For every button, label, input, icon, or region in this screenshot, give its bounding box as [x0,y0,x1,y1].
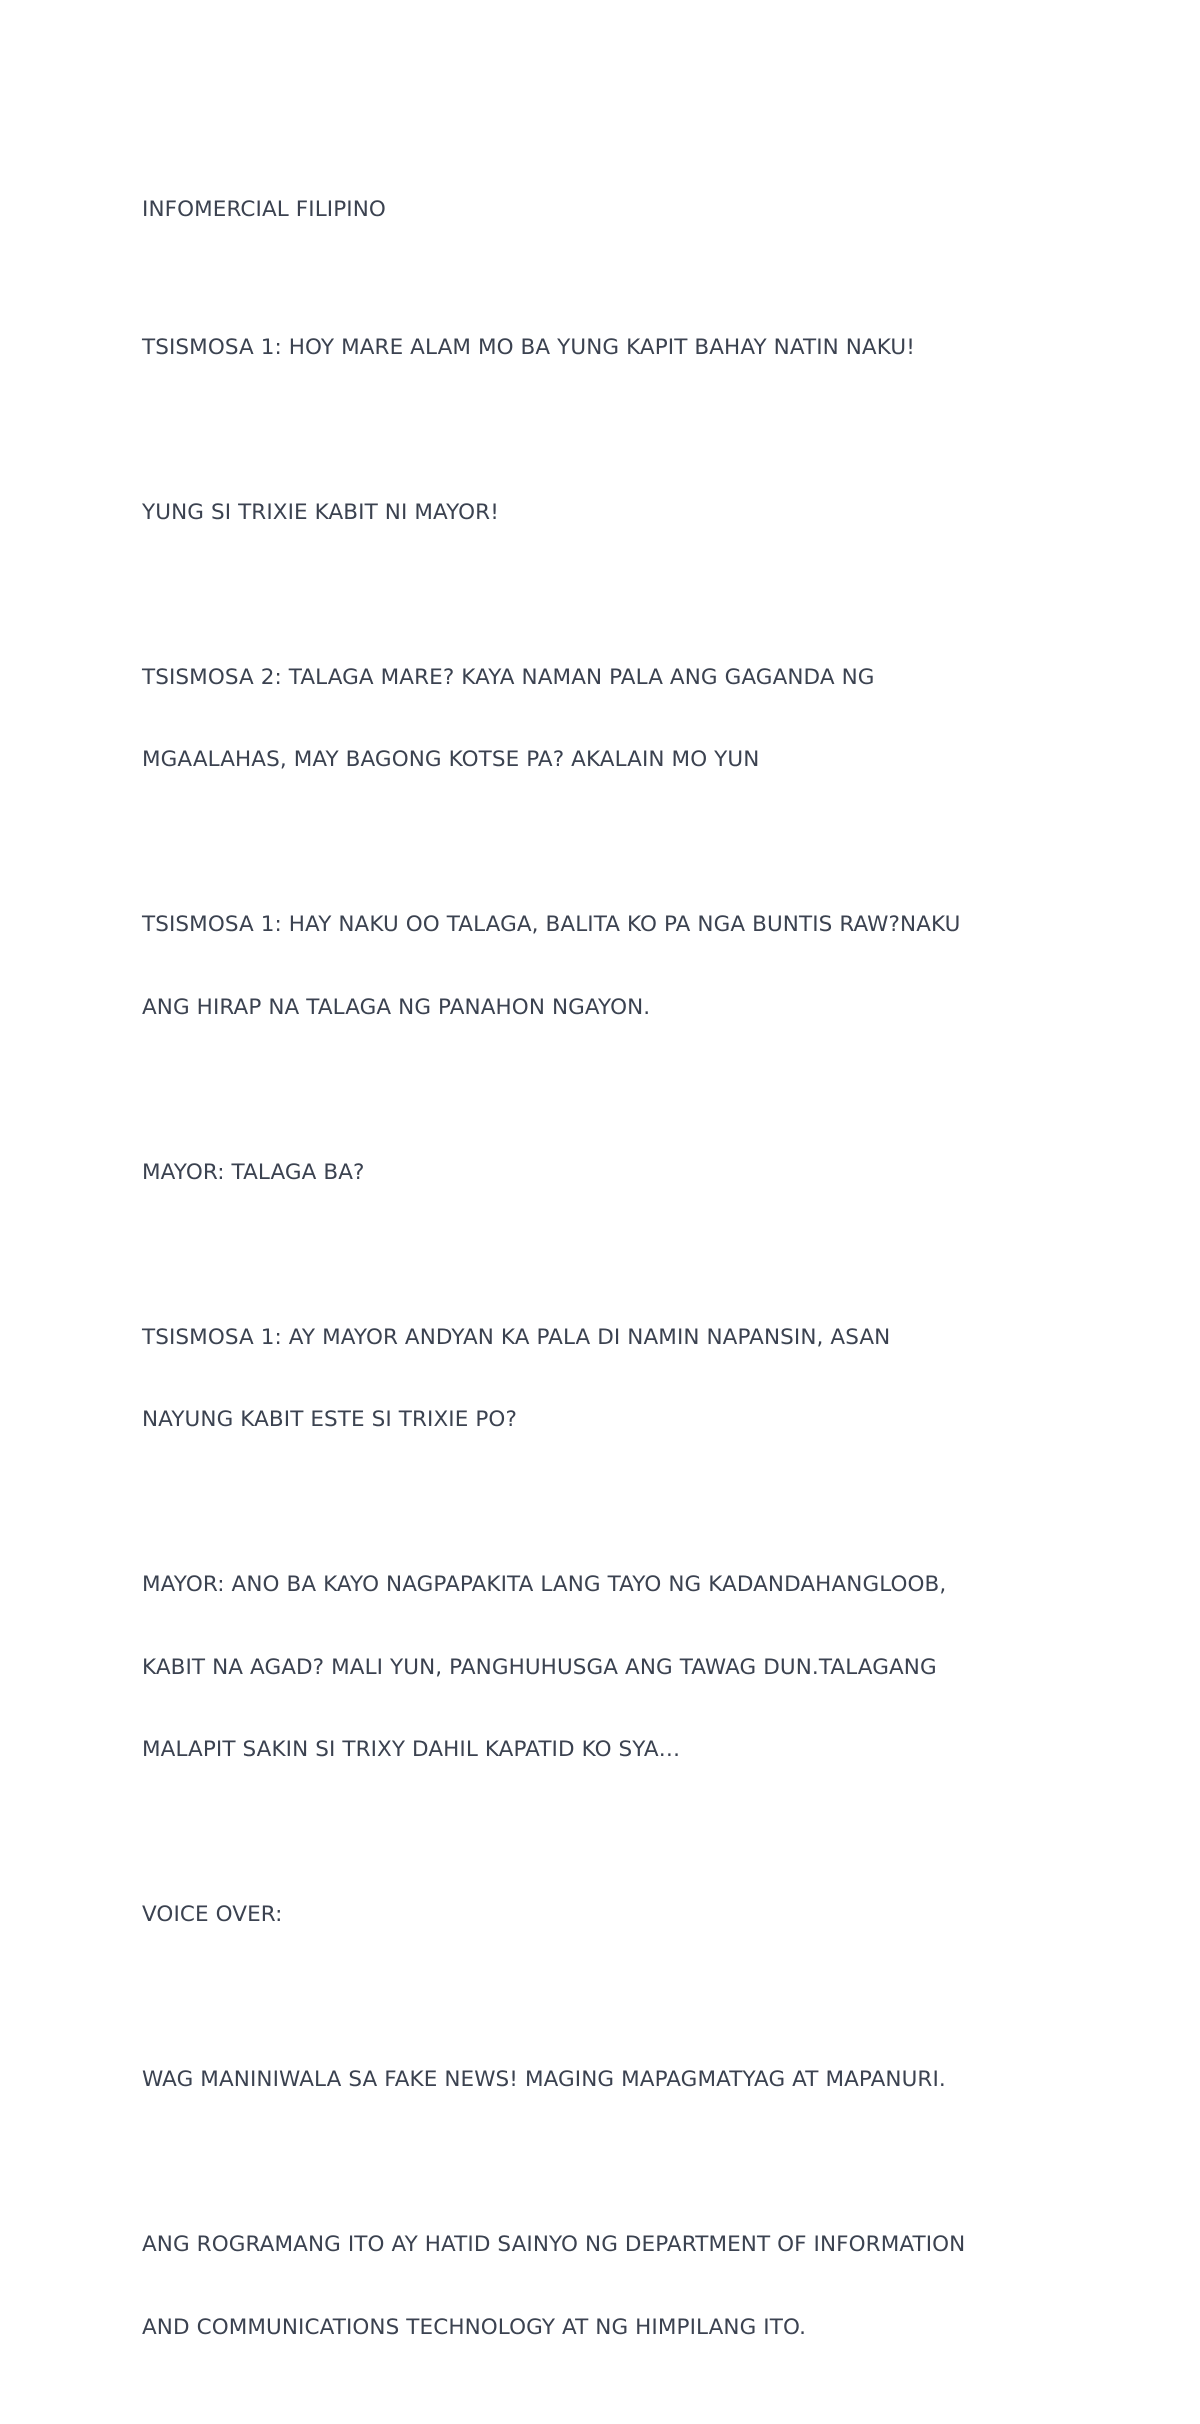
paragraph-line: VOICE OVER: [142,1902,283,1927]
paragraph-line: KABIT NA AGAD? MALI YUN, PANGHUHUSGA ANG TAWAG DUN.TALAGANG [142,1654,937,1680]
paragraph-line: ANG ROGRAMANG ITO AY HATID SAINYO NG DEPARTMENT OF INFORMATION [142,2232,966,2257]
document-body [142,141,1062,2424]
paragraph-9 [142,2011,1062,2149]
paragraph-line: YUNG SI TRIXIE KABIT NI MAYOR! [142,499,499,525]
paragraph-5 [142,1104,1062,1242]
paragraph-line: NAYUNG KABIT ESTE SI TRIXIE PO? [142,1407,517,1432]
title-line: INFOMERCIAL FILIPINO [142,197,386,222]
paragraph-line: MAYOR: ANO BA KAYO NAGPAPAKITA LANG TAYO NG KADANDAHANGLOOB, [142,1572,947,1597]
paragraph-3 [142,609,1062,829]
paragraph-line: TSISMOSA 1: AY MAYOR ANDYAN KA PALA DI NAMIN NAPANSIN, ASAN [142,1324,891,1350]
paragraph-line: TSISMOSA 1: HOY MARE ALAM MO BA YUNG KAPIT BAHAY NATIN NAKU! [142,334,915,360]
paragraph-line: MALAPIT SAKIN SI TRIXY DAHIL KAPATID KO SYA… [142,1737,681,1762]
paragraph-line: MAYOR: TALAGA BA? [142,1159,365,1185]
paragraph-1 [142,279,1062,417]
paragraph-8 [142,1846,1062,1984]
paragraph-line: ANG HIRAP NA TALAGA NG PANAHON NGAYON. [142,994,651,1020]
paragraph-4 [142,856,1062,1076]
paragraph-10 [142,2176,1062,2396]
document-title [142,141,1062,279]
paragraph-2 [142,444,1062,582]
paragraph-line: WAG MANINIWALA SA FAKE NEWS! MAGING MAPAGMATYAG AT MAPANURI. [142,2067,946,2092]
paragraph-line: MGAALAHAS, MAY BAGONG KOTSE PA? AKALAIN MO YUN [142,747,760,772]
paragraph-line: TSISMOSA 1: HAY NAKU OO TALAGA, BALITA KO PA NGA BUNTIS RAW?NAKU [142,912,961,937]
paragraph-line: TSISMOSA 2: TALAGA MARE? KAYA NAMAN PALA ANG GAGANDA NG [142,664,875,690]
paragraph-line: AND COMMUNICATIONS TECHNOLOGY AT NG HIMPILANG ITO. [142,2314,807,2340]
paragraph-6 [142,1269,1062,1489]
paragraph-7 [142,1516,1062,1819]
